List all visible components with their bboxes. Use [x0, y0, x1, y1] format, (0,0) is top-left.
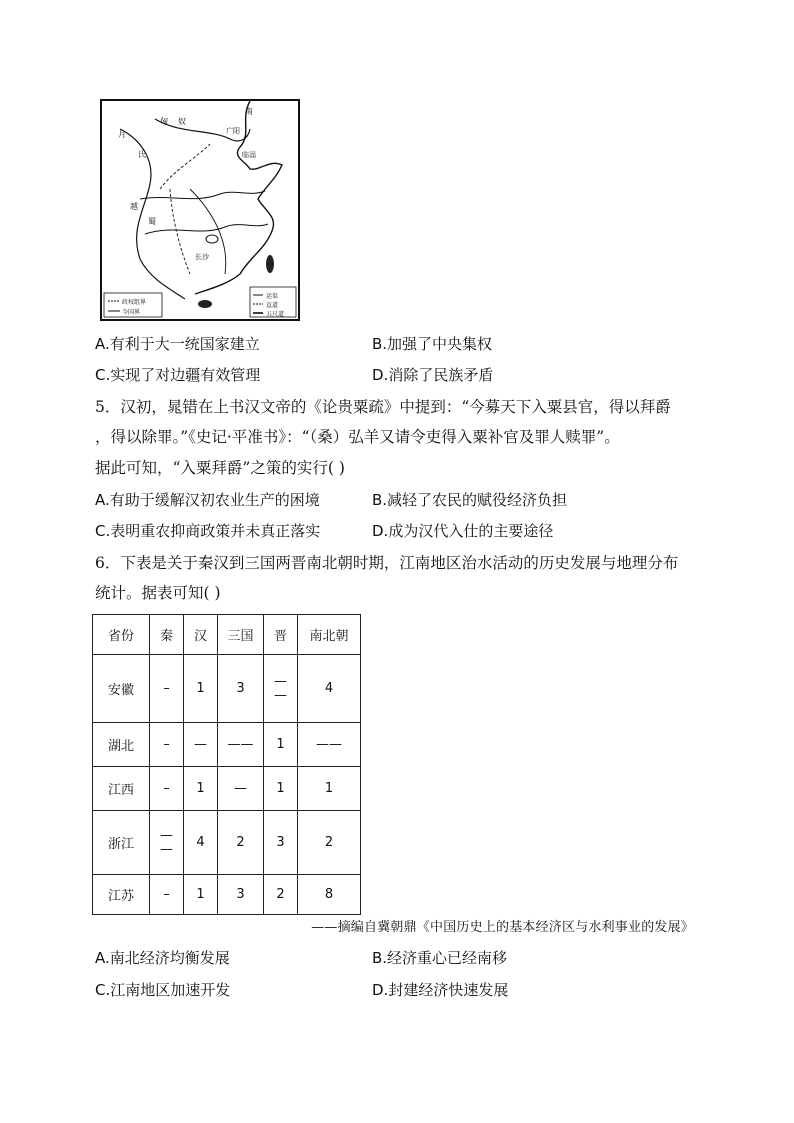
header-cell: 晋	[264, 615, 298, 655]
map-label: 匈	[160, 117, 168, 126]
header-cell: 省份	[93, 615, 150, 655]
q4-option-c[interactable]: C.实现了对边疆有效管理	[95, 366, 261, 384]
table-cell: 1	[184, 655, 218, 723]
header-cell: 汉	[184, 615, 218, 655]
table-row	[93, 655, 361, 723]
q4-option-d[interactable]: D.消除了民族矛盾	[372, 366, 494, 384]
table-cell: 4	[184, 811, 218, 875]
header-cell: 南北朝	[298, 615, 361, 655]
header-cell: 三国	[218, 615, 264, 655]
table-cell: –	[150, 655, 184, 723]
q6-stem-line2: 统计。据表可知( )	[95, 584, 221, 602]
ancient-china-map	[100, 99, 300, 321]
q6-option-d[interactable]: D.封建经济快速发展	[372, 981, 509, 999]
q5-stem-line3: 据此可知，“入粟拜爵”之策的实行( )	[95, 459, 345, 477]
map-label: 南	[245, 107, 253, 116]
map-label: 月	[118, 130, 126, 139]
irrigation-statistics-table	[92, 614, 361, 915]
q4-option-b[interactable]: B.加强了中央集权	[372, 335, 493, 353]
table-cell: 1	[264, 767, 298, 811]
table-cell: 浙江	[93, 811, 150, 875]
table-row	[93, 767, 361, 811]
q4-option-a[interactable]: A.有利于大一统国家建立	[95, 335, 260, 353]
table-cell: 1	[184, 767, 218, 811]
table-cell: 4	[298, 655, 361, 723]
q6-option-a[interactable]: A.南北经济均衡发展	[95, 949, 230, 967]
q6-option-b[interactable]: B.经济重心已经南移	[372, 949, 508, 967]
table-cell: 1	[184, 875, 218, 915]
table-cell: 湖北	[93, 723, 150, 767]
table-cell: 1	[264, 723, 298, 767]
q6-stem-line1: 6．下表是关于秦汉到三国两晋南北朝时期，江南地区治水活动的历史发展与地理分布	[95, 554, 679, 572]
map-label: 越	[130, 202, 138, 211]
map-label: 广阳	[226, 127, 240, 135]
q5-stem-line2: ，得以除罪。”《史记·平准书》：“（桑）弘羊又请令吏得入粟补官及罪人赎罪”。	[95, 428, 620, 446]
table-cell: 安徽	[93, 655, 150, 723]
legend-label: 运渠	[266, 293, 279, 300]
table-cell: ——	[298, 723, 361, 767]
table-cell: 江苏	[93, 875, 150, 915]
table-cell: 3	[264, 811, 298, 875]
table-cell: 1	[298, 767, 361, 811]
q5-option-a[interactable]: A.有助于缓解汉初农业生产的困境	[95, 491, 320, 509]
table-cell: —	[184, 723, 218, 767]
table-cell: — —	[264, 655, 298, 723]
table-row	[93, 875, 361, 915]
table-source: ——摘编自冀朝鼎《中国历史上的基本经济区与水利事业的发展》	[311, 920, 694, 935]
legend-label: 五尺道	[266, 311, 285, 318]
legend-label: 今国界	[122, 309, 141, 316]
table-row	[93, 723, 361, 767]
legend-label: 直道	[266, 302, 279, 309]
table-cell: –	[150, 875, 184, 915]
map-label: 蜀	[148, 217, 156, 226]
map-label: 氏	[138, 150, 146, 159]
island-hainan	[198, 300, 212, 308]
table-cell: 8	[298, 875, 361, 915]
q5-stem-line1: 5．汉初，晁错在上书汉文帝的《论贵粟疏》中提到：“今募天下入粟县官，得以拜爵	[95, 398, 671, 416]
table-cell: –	[150, 723, 184, 767]
table-cell: —	[218, 767, 264, 811]
table-row	[93, 811, 361, 875]
table-cell: 3	[218, 655, 264, 723]
legend-label: 政权组界	[122, 299, 147, 306]
table-cell: 2	[218, 811, 264, 875]
map-label: 奴	[178, 117, 186, 126]
island-taiwan	[266, 255, 274, 273]
q5-option-d[interactable]: D.成为汉代入仕的主要途径	[372, 522, 554, 540]
table-cell: –	[150, 767, 184, 811]
table-cell: — —	[150, 811, 184, 875]
table-header-row	[93, 615, 361, 655]
table-cell: 江西	[93, 767, 150, 811]
table-cell: 3	[218, 875, 264, 915]
map-label: 临淄	[242, 151, 256, 159]
q5-option-c[interactable]: C.表明重农抑商政策并未真正落实	[95, 522, 321, 540]
header-cell: 秦	[150, 615, 184, 655]
q6-option-c[interactable]: C.江南地区加速开发	[95, 981, 231, 999]
table-cell: 2	[264, 875, 298, 915]
table-cell: 2	[298, 811, 361, 875]
map-label: 长沙	[195, 253, 209, 261]
table-cell: ——	[218, 723, 264, 767]
q5-option-b[interactable]: B.减轻了农民的赋役经济负担	[372, 491, 568, 509]
